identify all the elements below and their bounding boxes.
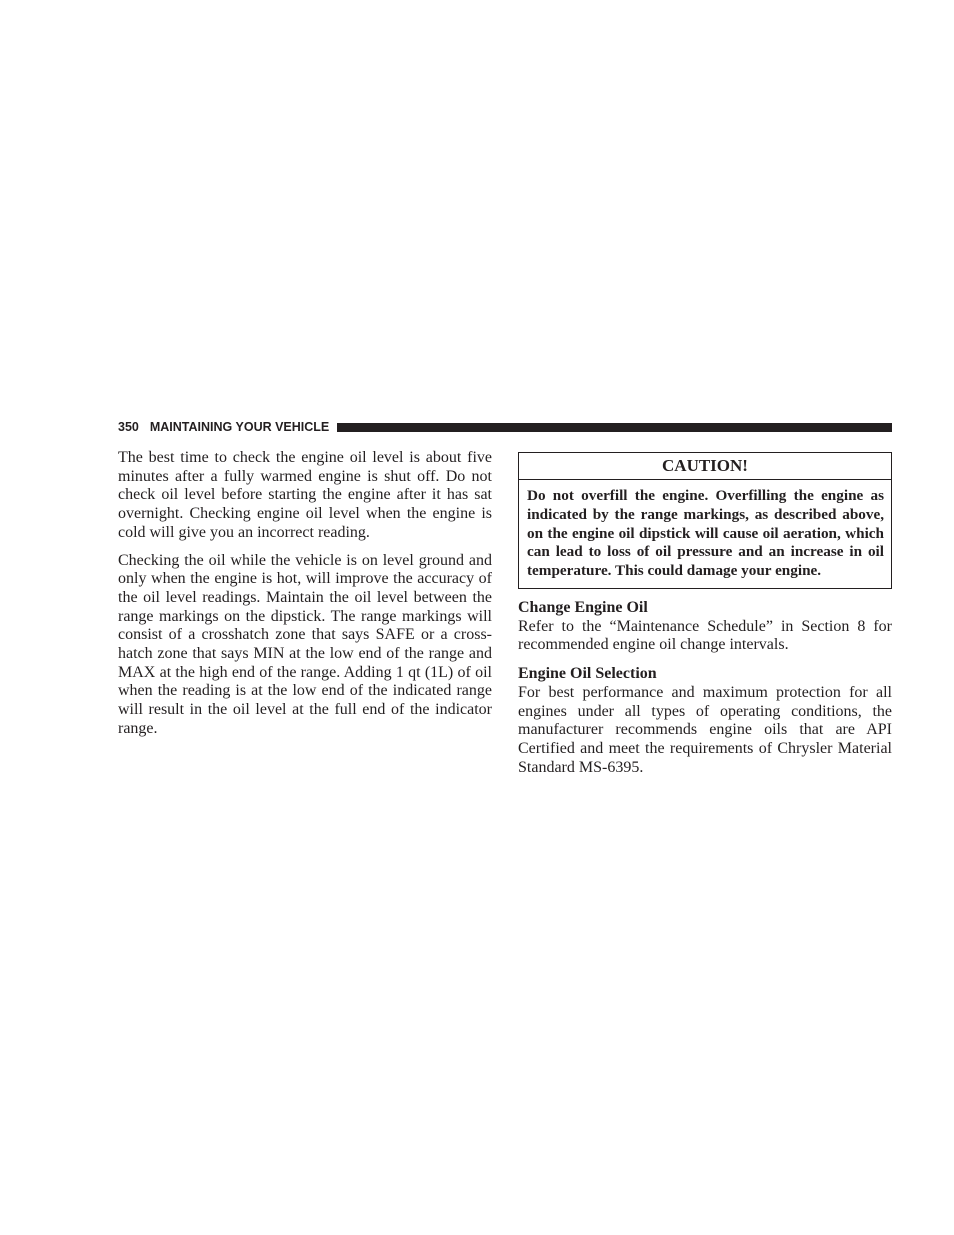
paragraph-oil-level-readings: Checking the oil while the vehicle is on level ground and only when the engine is hot, will improve the accuracy of the oil level readings. Maintain the oil level between the range markings on the dipstick. The range markings will consist of a crosshatch zone that says SAFE or a cross-hatch zone that says MIN at the low end of the range and MAX at the high end of the range. Adding 1 qt (1L) of oil when the reading is at the low end of the indicated range will result in the oil level at the full end of the indicator range. bbox=[118, 551, 492, 737]
heading-engine-oil-selection: Engine Oil Selection bbox=[518, 665, 657, 683]
paragraph-oil-check-timing: The best time to check the engine oil level is about five minutes after a fully warmed engine is shut off. Do not check oil level before starting the engine after it has sat overnight. Checking engine oil level when the engine is cold will give you an incorrect reading. bbox=[118, 449, 492, 541]
page-header bbox=[118, 419, 892, 435]
heading-change-engine-oil: Change Engine Oil bbox=[518, 598, 648, 616]
page-number: 350 bbox=[118, 420, 139, 434]
header-rule bbox=[337, 423, 892, 432]
caution-title: CAUTION! bbox=[519, 453, 891, 480]
paragraph-change-engine-oil: Refer to the “Maintenance Schedule” in Section 8 for recommended engine oil change intervals. bbox=[518, 617, 892, 654]
right-column bbox=[518, 449, 892, 786]
caution-box bbox=[518, 452, 892, 589]
section-title: MAINTAINING YOUR VEHICLE bbox=[149, 420, 330, 434]
caution-text: Do not overfill the engine. Overfilling the engine as indicated by the range markings, as described above, on the engine oil dipstick will cause oil aeration, which can lead to loss of oil pressure and an increase in oil temperature. This could damage your engine. bbox=[527, 487, 884, 580]
paragraph-engine-oil-selection: For best performance and maximum protection for all engines under all types of operating conditions, the manufacturer recommends engine oils that are API Certified and meet the requirements of Chrysler Material Standard MS-6395. bbox=[518, 683, 892, 776]
left-column bbox=[118, 449, 492, 748]
